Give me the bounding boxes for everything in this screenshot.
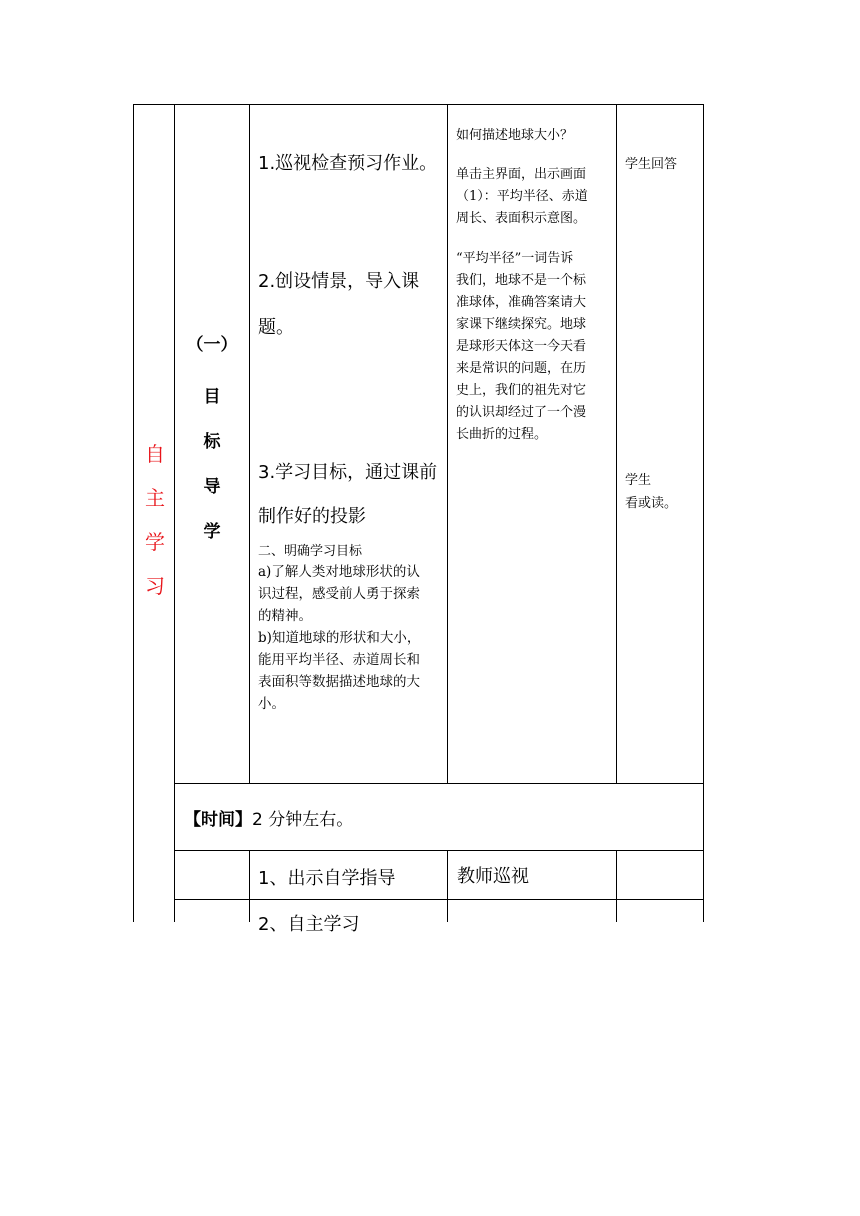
- time-row-bottom-border: [174, 850, 704, 851]
- goals-heading: 二、明确学习目标: [258, 544, 363, 559]
- section-label-char: 学: [145, 530, 165, 554]
- section-label-char: 习: [145, 574, 165, 598]
- media-question: 如何描述地球大小？: [456, 128, 574, 143]
- student-answer: 学生回答: [625, 157, 678, 172]
- goal-a-line: 的精神。: [258, 608, 312, 624]
- media-click-line: 单击主界面，出示画面: [456, 167, 587, 182]
- row-separator: [174, 899, 704, 900]
- section-label: [144, 432, 166, 608]
- subsection-title-char: 标: [203, 432, 221, 452]
- section-label-char: 自: [145, 442, 165, 466]
- teacher-column-divider: [447, 104, 448, 783]
- student-read-line-1: 学生: [625, 473, 652, 488]
- row-step-2: 2、自主学习: [258, 914, 360, 935]
- media-explanation: [456, 248, 586, 446]
- media-explain-line: 史上，我们的祖先对它: [456, 383, 587, 398]
- subsection-number: （一）: [186, 335, 238, 355]
- media-click-instruction: [456, 164, 588, 230]
- row-action-1: 教师巡视: [457, 866, 529, 887]
- media-click-line: （1）：平均半径、赤道: [456, 189, 588, 204]
- step-2-line-2: 题。: [258, 317, 294, 338]
- media-explain-line: 家课下继续探究。地球: [456, 317, 587, 332]
- media-explain-line: 来是常识的问题，在历: [456, 361, 587, 376]
- goal-b-line: b)知道地球的形状和大小，: [258, 630, 421, 646]
- table-right-border: [703, 104, 704, 922]
- media-click-line: 周长、表面积示意图。: [456, 211, 587, 226]
- media-explain-line: 的认识却经过了一个漫: [456, 405, 587, 420]
- section-label-char: 主: [145, 486, 165, 510]
- media-column-divider: [616, 104, 617, 783]
- row-divider-3: [616, 850, 617, 922]
- time-value: 2 分钟左右。: [252, 810, 354, 830]
- time-label: 【时间】: [184, 810, 252, 830]
- media-explain-line: 我们，地球不是一个标: [456, 273, 587, 288]
- subsection-title-char: 学: [203, 522, 221, 542]
- step-1: 1.巡视检查预习作业。: [258, 153, 438, 174]
- section-column-divider: [174, 104, 175, 922]
- media-explain-line: “平均半径”一词告诉: [456, 251, 574, 266]
- goal-b-line: 能用平均半径、赤道周长和: [258, 652, 420, 668]
- media-explain-line: 是球形天体这一今天看: [456, 339, 587, 354]
- step-2-line-1: 2.创设情景，导入课: [258, 271, 420, 292]
- time-row-top-border: [174, 783, 704, 784]
- row-step-1: 1、出示自学指导: [258, 868, 396, 889]
- step-3-line-2: 制作好的投影: [258, 506, 366, 527]
- table-top-border: [133, 104, 704, 105]
- subsection-title: [201, 375, 223, 555]
- media-explain-line: 长曲折的过程。: [456, 427, 548, 442]
- subsection-title-char: 目: [203, 387, 221, 407]
- student-read-line-2: 看或读。: [625, 496, 678, 511]
- step-3-line-1: 3.学习目标，通过课前: [258, 462, 438, 483]
- goal-b: [258, 627, 420, 715]
- subsection-column-divider: [249, 104, 250, 783]
- media-explain-line: 准球体，准确答案请大: [456, 295, 587, 310]
- table-left-border: [133, 104, 134, 922]
- goal-a-line: a)了解人类对地球形状的认: [258, 564, 420, 580]
- row-divider-1: [249, 850, 250, 922]
- goal-a-line: 识过程，感受前人勇于探索: [258, 586, 420, 602]
- goal-b-line: 表面积等数据描述地球的大: [258, 674, 420, 690]
- goal-a: [258, 561, 420, 627]
- row-divider-2: [447, 850, 448, 922]
- time-row: [184, 805, 353, 830]
- subsection-title-char: 导: [203, 477, 221, 497]
- goal-b-line: 小。: [258, 696, 285, 712]
